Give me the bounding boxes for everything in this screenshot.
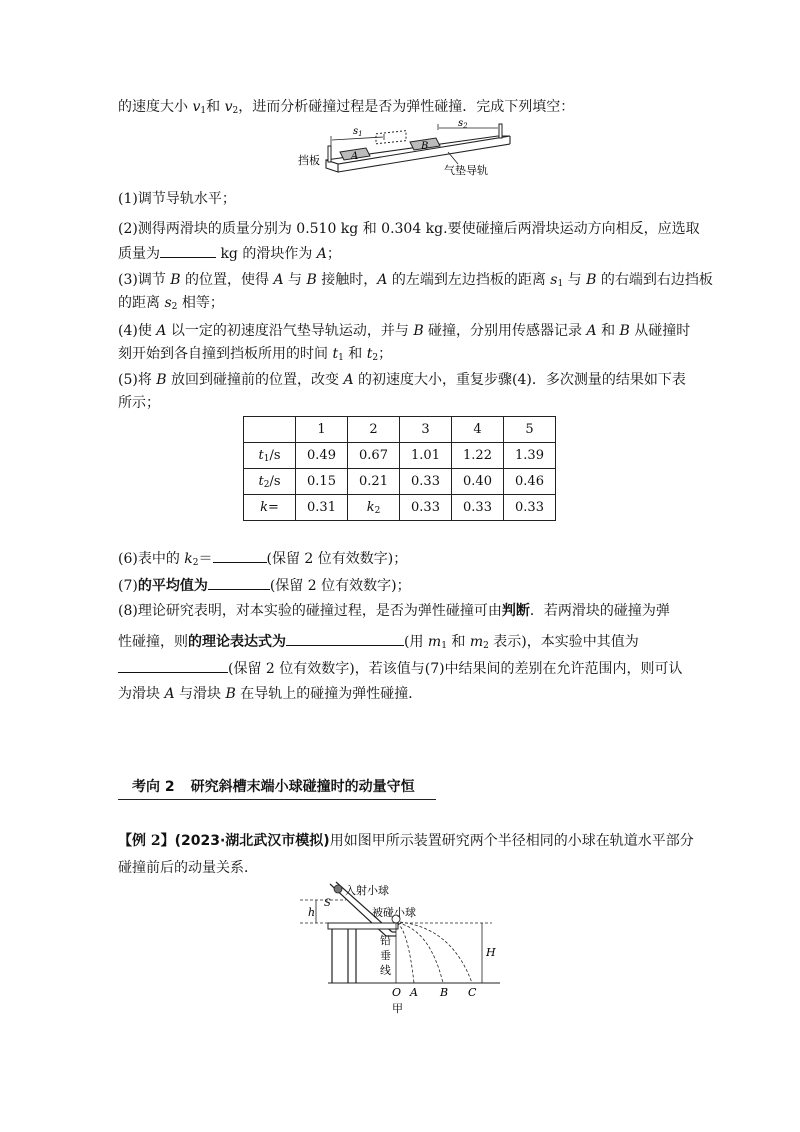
- intro-line: 的速度大小 $v_1$和 $v_2$，进而分析碰撞过程是否为弹性碰撞．完成下列填空：: [118, 99, 575, 116]
- table-cell: 0.67: [348, 443, 400, 469]
- topic-heading: [118, 773, 436, 800]
- table-cell: 1.39: [504, 443, 556, 469]
- label-s: S: [324, 898, 331, 909]
- table-cell: 0.33: [504, 495, 556, 521]
- table-cell: 4: [452, 417, 504, 443]
- measurement-table: [243, 416, 556, 521]
- label-target-ball: 被碰小球: [372, 906, 416, 919]
- fig1-label-a: A: [351, 151, 359, 162]
- incident-ball-icon: [334, 885, 342, 893]
- label-plumb-2: 垂: [380, 949, 391, 962]
- label-C: C: [468, 986, 477, 999]
- table-cell: 0.31: [296, 495, 348, 521]
- step-3-line-1: (3)调节 B 的位置，使得 A 与 B 接触时，A 的左端到左边挡板的距离 $s_1$ 与 B 的右端到右边挡板: [118, 272, 713, 289]
- expression-blank[interactable]: [286, 630, 404, 646]
- table-cell: 0.33: [400, 469, 452, 495]
- step-5-line-1: (5)将 B 放回到碰撞前的位置，改变 A 的初速度大小，重复步骤(4)．多次测量的结果如下表: [118, 372, 686, 388]
- table-cell: 1: [296, 417, 348, 443]
- air-track-figure: [298, 120, 518, 182]
- table-cell: 0.46: [504, 469, 556, 495]
- fig1-label-board: 挡板: [298, 154, 320, 167]
- question-6: (6)表中的 $k_2=$ (保留 2 位有效数字)；: [118, 547, 407, 573]
- table-cell: 0.40: [452, 469, 504, 495]
- step-3-line-2: 的距离 $s_2$ 相等；: [118, 295, 224, 312]
- fig1-label-s2: $s_2$: [458, 118, 468, 130]
- example-line-1: 【例 2】(2023·湖北武汉市模拟)用如图甲所示装置研究两个半径相同的小球在轨道水平部分: [118, 833, 694, 849]
- table-row: [244, 469, 556, 495]
- label-H: H: [486, 946, 496, 959]
- label-plumb-1: 铅: [380, 934, 391, 947]
- table-row-label: k=: [244, 495, 296, 521]
- fig1-label-track: 气垫导轨: [444, 164, 488, 177]
- table-cell: 3: [400, 417, 452, 443]
- label-O: O: [392, 986, 402, 999]
- step-4-line-1: (4)使 A 以一定的初速度沿气垫导轨运动，并与 B 碰撞，分别用传感器记录 A 和 B 从碰撞时: [118, 323, 691, 339]
- table-row-label: $t_2/s$: [244, 469, 296, 495]
- table-cell: 0.33: [400, 495, 452, 521]
- table-row: [244, 443, 556, 469]
- mass-blank[interactable]: [160, 242, 216, 258]
- question-8-line-3: (保留 2 位有效数字)，若该值与(7)中结果间的差别在允许范围内，则可认: [118, 657, 683, 679]
- step-1: (1)调节导轨水平；: [118, 191, 236, 207]
- step-2-line-2: 质量为 kg 的滑块作为 A；: [118, 242, 341, 264]
- table-cell: 1.22: [452, 443, 504, 469]
- table-cell: $k_2$: [348, 495, 400, 521]
- table-cell: 5: [504, 417, 556, 443]
- label-plumb-3: 线: [380, 964, 391, 977]
- label-incident-ball: 入射小球: [345, 884, 389, 897]
- table-cell: [244, 417, 296, 443]
- question-7: (7)的平均值为 (保留 2 位有效数字)；: [118, 574, 411, 596]
- table-row-label: $t_1/s$: [244, 443, 296, 469]
- label-h: h: [308, 906, 316, 919]
- label-B: B: [440, 986, 449, 999]
- figure-caption: 甲: [392, 1002, 403, 1015]
- table-header-row: [244, 417, 556, 443]
- table-cell: 0.21: [348, 469, 400, 495]
- step-2-line-1: (2)测得两滑块的质量分别为 0.510 kg 和 0.304 kg.要使碰撞后两滑块运动方向相反，应选取: [118, 221, 700, 237]
- table-cell: 0.33: [452, 495, 504, 521]
- table-cell: 0.49: [296, 443, 348, 469]
- step-4-line-2: 刻开始到各自撞到挡板所用的时间 $t_1$ 和 $t_2$；: [118, 346, 393, 363]
- average-blank[interactable]: [208, 574, 270, 590]
- example-line-2: 碰撞前后的动量关系．: [118, 860, 258, 876]
- k2-blank[interactable]: [213, 547, 267, 563]
- question-8-line-2: 性碰撞，则的理论表达式为 (用 $m_1$ 和 $m_2$ 表示)，本实验中其值为: [118, 630, 639, 656]
- table-cell: 1.01: [400, 443, 452, 469]
- topic-label: 考向 2: [132, 779, 175, 795]
- step-5-line-2: 所示；: [118, 395, 160, 411]
- table-cell: 0.15: [296, 469, 348, 495]
- value-blank[interactable]: [118, 657, 228, 673]
- topic-title: 研究斜槽末端小球碰撞时的动量守恒: [190, 779, 415, 795]
- question-8-line-4: 为滑块 A 与滑块 B 在导轨上的碰撞为弹性碰撞．: [118, 686, 423, 702]
- fig1-label-b: B: [421, 141, 429, 152]
- chute-apparatus-figure: [300, 880, 520, 1020]
- table-cell: 2: [348, 417, 400, 443]
- fig1-label-s1: $s_1$: [353, 126, 363, 138]
- table-row: [244, 495, 556, 521]
- label-A: A: [410, 986, 418, 999]
- question-8-line-1: (8)理论研究表明，对本实验的碰撞过程，是否为弹性碰撞可由判断．若两滑块的碰撞为弹: [118, 603, 670, 619]
